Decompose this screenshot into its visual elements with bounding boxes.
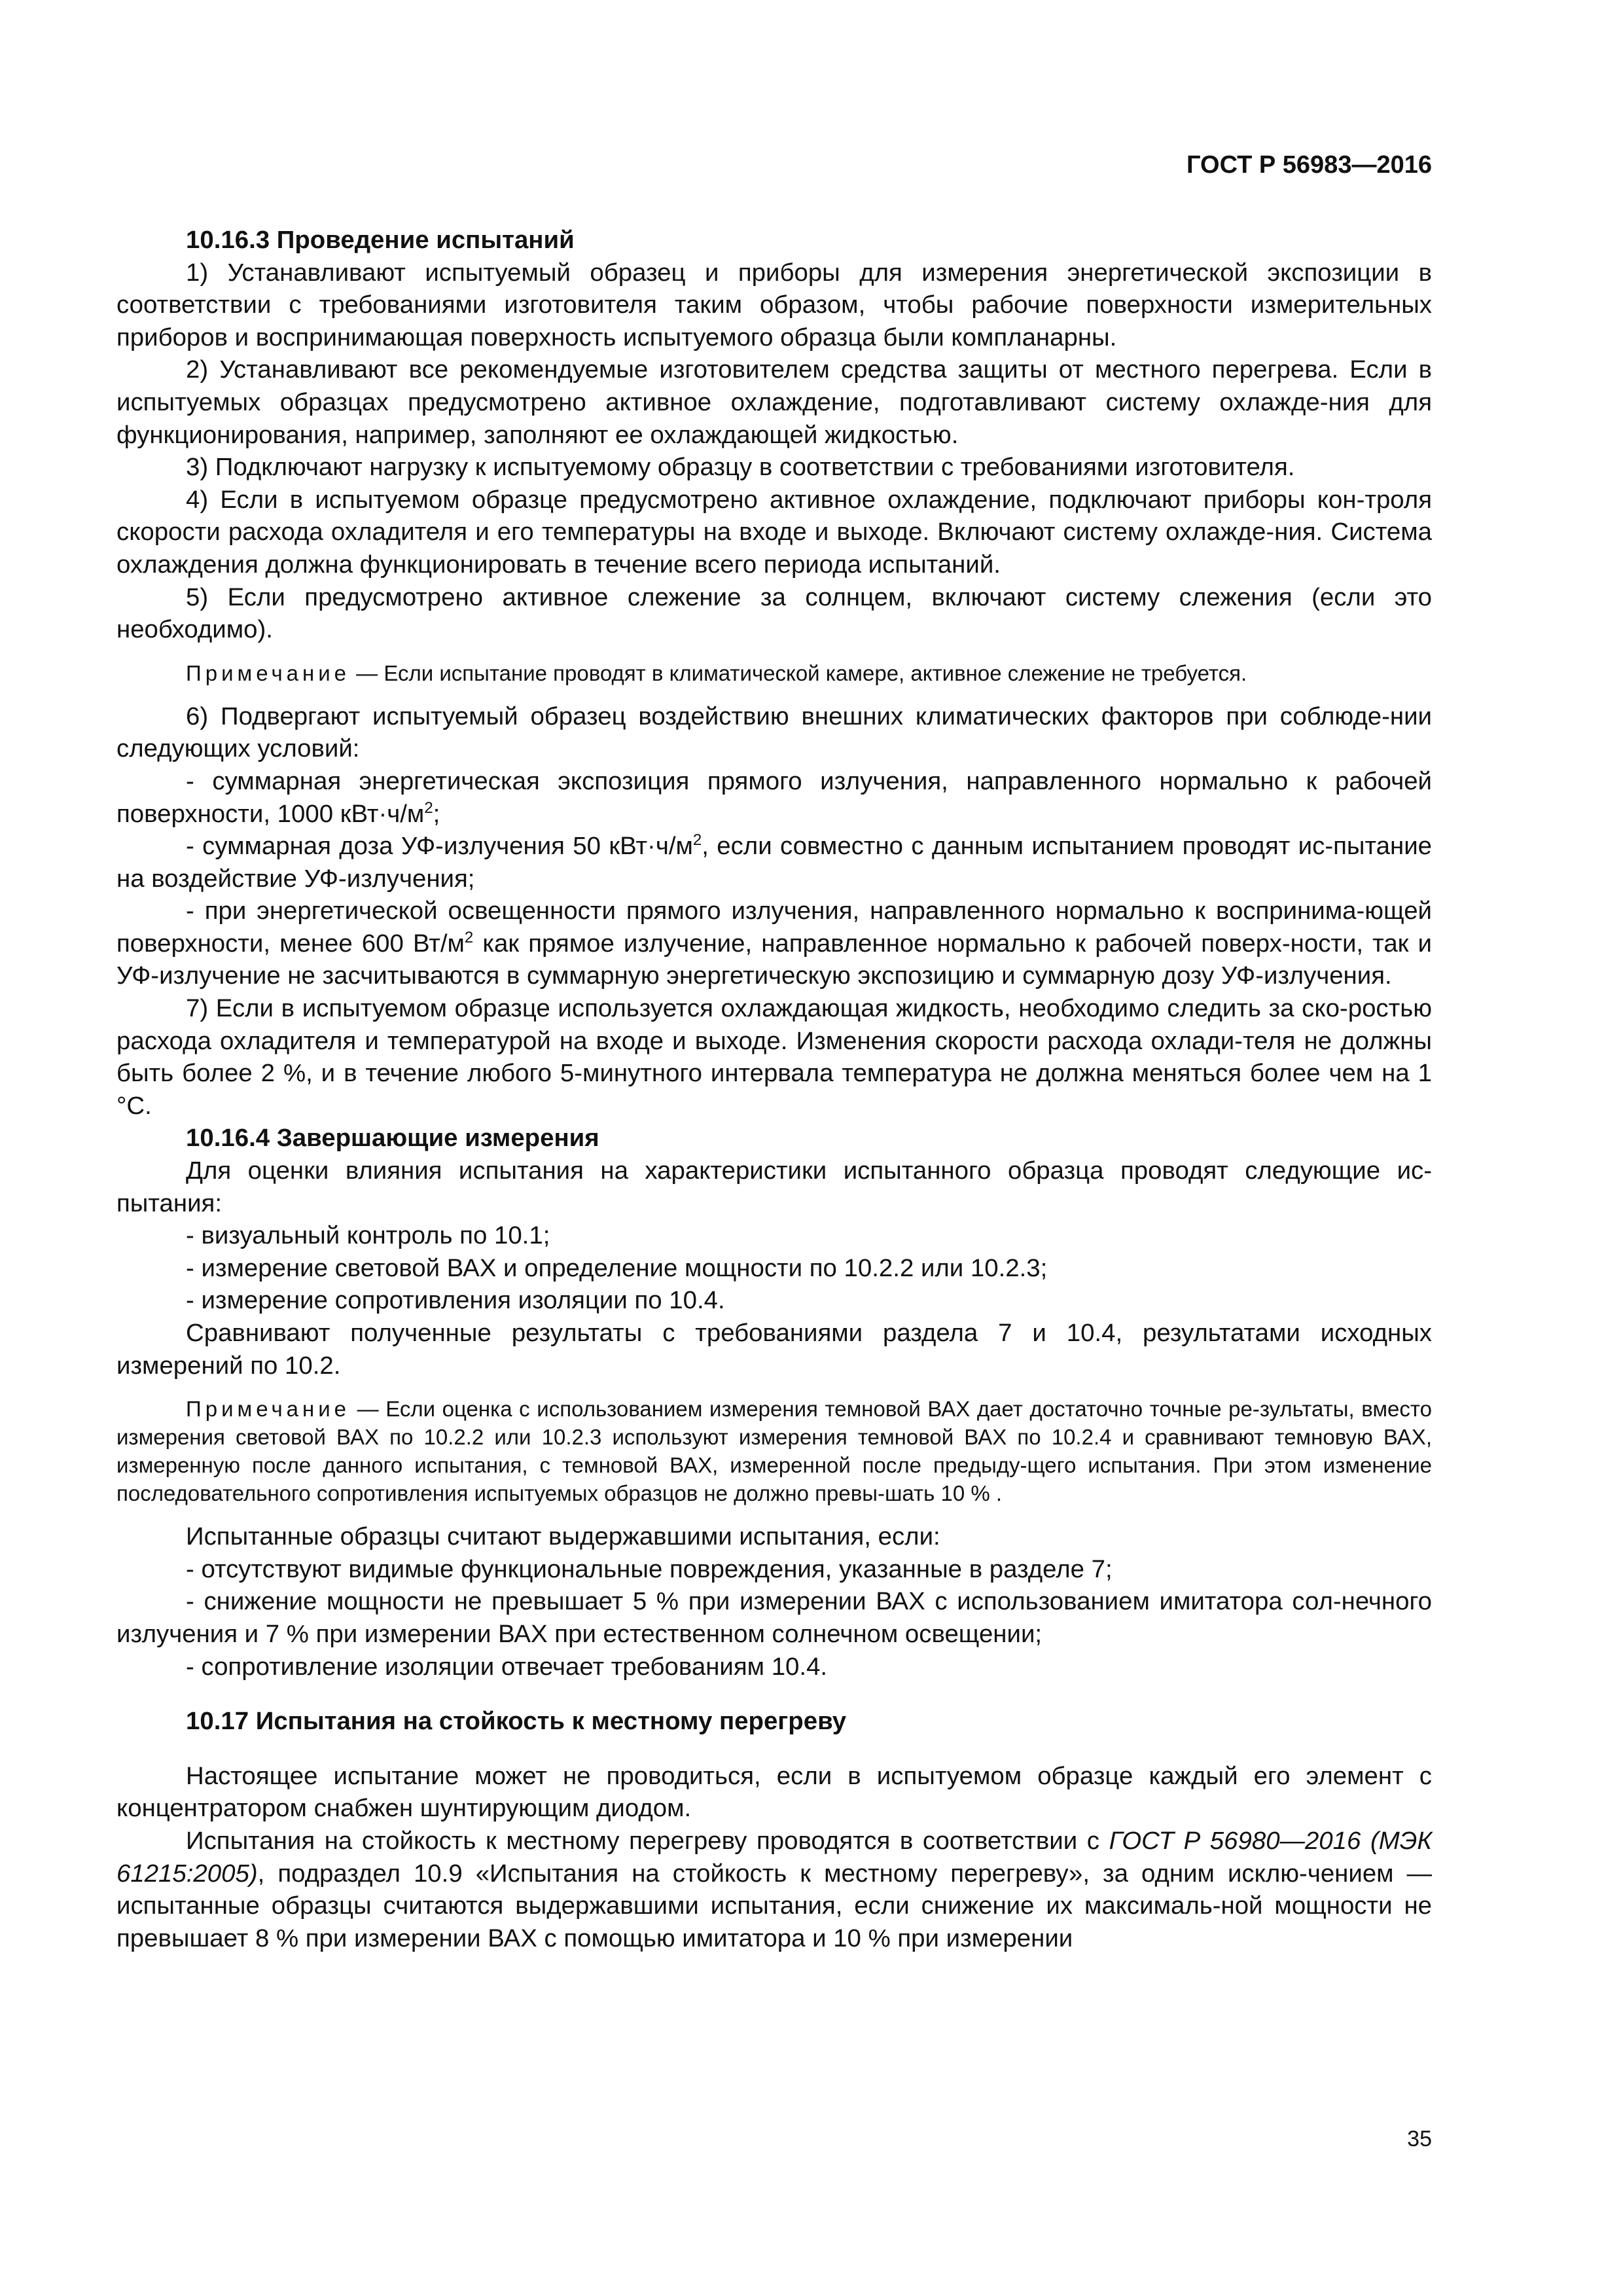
condition-item-3-end: как прямое излучение, направленное нормально к рабочей поверх-ности, так и УФ-излучение не засчитываются в суммарную энергетическую экспозицию и суммарную дозу УФ-излучения.	[116, 929, 1432, 990]
paragraph-6: 6) Подвергают испытуемый образец воздействию внешних климатических факторов при соблюде-нии следующих условий:	[116, 702, 1432, 763]
note-1	[116, 659, 1432, 687]
paragraph-2: 2) Устанавливают все рекомендуемые изготовителем средства защиты от местного перегрева. Если в испытуемых образцах предусмотрено активное охлаждение, подготавливают систему охлажде-ния для функционирования, например, заполняют ее охлаждающей жидкостью.	[116, 355, 1432, 449]
superscript: 2	[692, 831, 702, 850]
condition-item-2-text: - суммарная доза УФ-излучения 50 кВт·ч/м	[186, 832, 693, 861]
condition-item-2	[116, 830, 1432, 895]
paragraph-5: 5) Если предусмотрено активное слежение за солнцем, включают систему слежения (если это необходимо).	[116, 583, 1432, 644]
paragraph-7: 7) Если в испытуемом образце используется охлаждающая жидкость, необходимо следить за ско-ростью расхода охладителя и температурой на входе и выходе. Изменения скорости расхода охлади-теля не должны быть более 2 %, и в течение любого 5-минутного интервала температура не должна меняться более чем на 1 °С.	[116, 994, 1432, 1120]
page-body	[116, 224, 1432, 1954]
superscript: 2	[464, 929, 474, 947]
condition-item-1	[116, 765, 1432, 830]
hotspot-paragraph-2-text: Испытания на стойкость к местному перегреву проводятся в соответствии с	[186, 1826, 1109, 1855]
note-text: — Если оценка с использованием измерения темновой ВАХ дает достаточно точные ре-зультаты, вместо измерения световой ВАХ по 10.2.2 или 10.2.3 используют измерения темновой ВАХ по 10.2.4 и сравнивают темновую ВАХ, измеренную после данного испытания, с темновой ВАХ, измеренной после предыду-щего испытания. При этом изменение последовательного сопротивления испытуемых образцов не должно превы-шать 10 % .	[116, 1397, 1432, 1506]
measurement-item: - визуальный контроль по 10.1;	[186, 1221, 550, 1250]
condition-item-3-text: - при энергетической освещенности прямого излучения, направленного нормально к воспринима-ющей поверхности, менее 600 Вт/м	[116, 897, 1432, 958]
superscript: 2	[424, 798, 433, 817]
pass-criteria-intro: Испытанные образцы считают выдержавшими испытания, если:	[186, 1522, 940, 1551]
note-2	[116, 1395, 1432, 1507]
hotspot-paragraph-1: Настоящее испытание может не проводиться, если в испытуемом образце каждый его элемент с концентратором снабжен шунтирующим диодом.	[116, 1761, 1432, 1823]
condition-item-1-text: - суммарная энергетическая экспозиция прямого излучения, направленного нормально к рабочей поверхности, 1000 кВт·ч/м	[116, 766, 1432, 828]
paragraph-1: 1) Устанавливают испытуемый образец и приборы для измерения энергетической экспозиции в соответствии с требованиями изготовителя таким образом, чтобы рабочие поверхности измерительных приборов и воспринимающая поверхность испытуемого образца были компланарны.	[116, 258, 1432, 351]
note-label: Примечание	[186, 660, 351, 685]
standard-code: ГОСТ Р 56983—2016	[1186, 151, 1432, 179]
hotspot-paragraph-2	[116, 1825, 1432, 1954]
section-heading-10-16-3: 10.16.3 Проведение испытаний	[186, 226, 575, 254]
paragraph-4: 4) Если в испытуемом образце предусмотрено активное охлаждение, подключают приборы кон-троля скорости расхода охладителя и его температуры на входе и выходе. Включают систему охлажде-ния. Система охлаждения должна функционировать в течение всего периода испытаний.	[116, 485, 1432, 579]
hotspot-paragraph-2-continuation: , подраздел 10.9 «Испытания на стойкость к местному перегреву», за одним исклю-чением — испытанные образцы считаются выдержавшими испытания, если снижение их максималь-ной мощности не превышает 8 % при измерении ВАХ с помощью имитатора и 10 % при измерении	[116, 1859, 1432, 1952]
standard-reference: ГОСТ Р 56980—2016 (МЭК 61215:2005)	[116, 1826, 1432, 1888]
section-heading-10-16-4: 10.16.4 Завершающие измерения	[186, 1124, 599, 1153]
condition-item-3	[116, 895, 1432, 992]
paragraph-3: 3) Подключают нагрузку к испытуемому образцу в соответствии с требованиями изготовителя.	[186, 453, 1295, 482]
comparison-paragraph: Сравнивают полученные результаты с требованиями раздела 7 и 10.4, результатами исходных измерений по 10.2.	[116, 1319, 1432, 1380]
pass-criterion: - сопротивление изоляции отвечает требованиям 10.4.	[186, 1652, 828, 1681]
note-label: Примечание	[186, 1397, 351, 1422]
note-text: — Если испытание проводят в климатической камере, активное слежение не требуется.	[350, 660, 1247, 685]
condition-item-1-end: ;	[433, 799, 440, 828]
page-number: 35	[1407, 2126, 1432, 2151]
condition-item-2-end: , если совместно с данным испытанием проводят ис-пытание на воздействие УФ-излучения;	[116, 832, 1432, 893]
pass-criterion: - снижение мощности не превышает 5 % при измерении ВАХ с использованием имитатора сол-нечного излучения и 7 % при измерении ВАХ при естественном солнечном освещении;	[116, 1587, 1432, 1648]
final-measurements-intro: Для оценки влияния испытания на характеристики испытанного образца проводят следующие ис-пытания:	[116, 1157, 1432, 1217]
section-heading-10-17: 10.17 Испытания на стойкость к местному перегреву	[186, 1707, 847, 1736]
measurement-item: - измерение световой ВАХ и определение мощности по 10.2.2 или 10.2.3;	[186, 1253, 1048, 1282]
pass-criterion: - отсутствуют видимые функциональные повреждения, указанные в разделе 7;	[186, 1554, 1113, 1583]
measurement-item: - измерение сопротивления изоляции по 10.4.	[186, 1286, 725, 1315]
